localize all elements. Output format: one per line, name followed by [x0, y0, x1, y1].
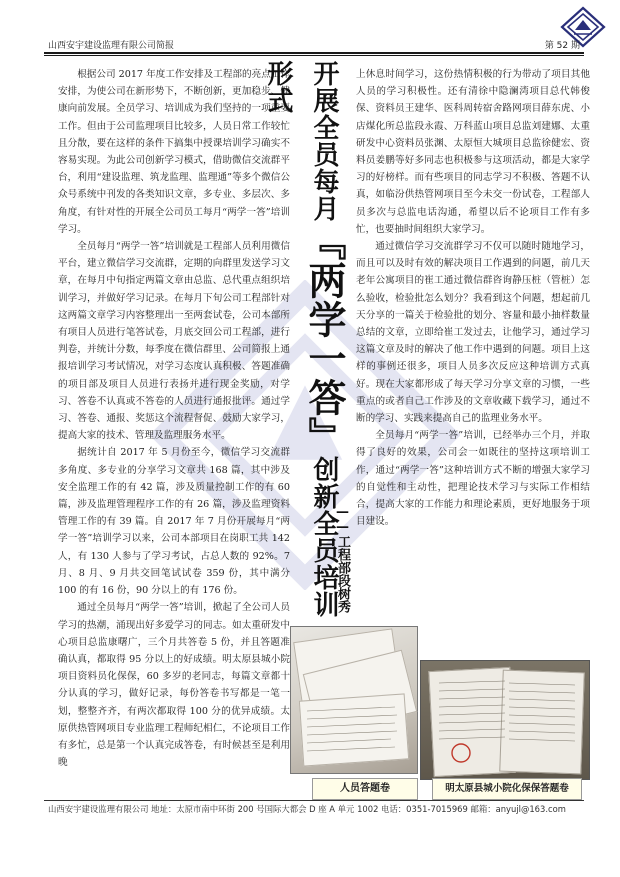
- handwriting-lines-icon: [291, 627, 417, 773]
- issue-number: 第 52 期: [544, 41, 580, 51]
- newsletter-name: 山西安宇建设监理有限公司简报: [48, 41, 175, 51]
- title-part-2: 『两学一答』: [302, 222, 346, 456]
- photo-caption-exam-paper: 明太原县城小院化保保答题卷: [432, 778, 582, 800]
- paragraph-method: 全员每月“两学一答”培训就是工程部人员利用微信平台，建立微信学习交流群，定期的向群里发送学习文章，在每月中旬指定两篇文章由总监、总代重点组织培训学习，并做好学习记录。在每月下旬公司工程部针对这两篇文章学习内容整理出一至两套试卷，公司本部所有项目人员进行笔答试卷，月底交回公司工程部，进行判卷，并统计分数，每季度在微信群里、公司简报上通报培训学习考试情况，对学习态度认真积极、答题准确的项目部及项目人员进行表扬并进行现金奖励，对学习、答卷不认真或不答卷的人员进行通报批评。通过学习、答卷、通报、奖惩这个流程督促、鼓励大家学习，提高大家的技术、管理及监理服务水平。: [58, 241, 290, 442]
- paragraph-intro: 根据公司 2017 年度工作安排及工程部的亮点工作安排，为使公司在新形势下，不断创新，更加稳步、健康向前发展。全员学习、培训成为我们坚持的一项重要工作。但由于公司监理项目比较多，人员日常工作较忙且分散，要在这样的条件下搞集中授课培训学习确实不容易实现。为此公司创新学习模式，借助微信交流群平台，利用“建设监理、筑龙监理、监理通”等多个微信公众号系统中刊发的各类知识文章，多专业、多层次、多角度，有针对性的开展全公司员工每月“两学一答”培训学习。: [58, 69, 290, 235]
- paragraph-continued: 上休息时间学习，这份热情积极的行为带动了项目其他人员的学习积极性。还有清徐中隐澜湾项目总代韩俊保、资料员王建华、医科周转宿舍路网项目薛东虎、小店煤化所总监段永霞、万科蓝山项目总监刘建娜、太重研发中心资料员张渊、太原恒大城项目总监徐健宏、资料员姜鹏等好多同志也积极参与这项活动，都是大家学习的好榜样。而有些项目的同志学习不积极、答题不认真，如临汾供热管网项目至今未交一份试卷，工程部人员多次与总监电话沟通，希望以后不论项目工作有多忙，也要抽时间组织大家学习。: [356, 69, 590, 235]
- exam-text-lines-icon: [421, 661, 589, 779]
- paragraph-examples: 通过全员每月“两学一答”培训，掀起了全公司人员学习的热潮，涌现出好多爱学习的同志。如太重研发中心项目总监康曙广，三个月共答卷 5 份，并且答题准确认真，都取得 95 分以上的好成绩。明太原县城小院项目资料员化保保，60 多岁的老同志，每篇文章都十分认真的学习，做好记录，每份答卷书写都是一笔一划，整整齐齐，有两次都取得 100 分的优异成绩。太原供热管网项目专业监理工程师纪相仁，不论项目工作有多忙，总是第一个认真完成答卷，有时候甚至是利用晚: [58, 602, 290, 769]
- exam-paper-photo: [420, 660, 590, 780]
- header-rule-thin: [44, 55, 584, 56]
- paragraph-conclusion: 全员每月“两学一答”培训，已经举办三个月，并取得了良好的效果，公司会一如既往的坚持这项培训工作，通过“两学一答”这种培训方式不断的增强大家学习的自觉性和主动性，把理论技术学习与实际工作相结合，提高大家的工作能力和理论素质，更好地服务于项目建设。: [356, 430, 590, 528]
- photo-caption-answer-sheets: 人员答题卷: [312, 778, 418, 800]
- answer-sheets-photo: [290, 626, 418, 774]
- article-left-column: [58, 66, 290, 771]
- paragraph-benefits: 通过微信学习交流群学习不仅可以随时随地学习，而且可以及时有效的解决项目工作遇到的问题，前几天老年公寓项目的崔工通过微信群咨询静压桩（管桩）怎么验收，检验批怎么划分？我看到这个问题，想起前几天分享的一篇关于检验批的划分、容量和最小抽样数量总结的文章，立即给崔工发过去，让他学习，通过学习这篇文章及时的解决了他工作中遇到的问题。项目上这样的事例还很多，项目人员多次反应这种培训方式真好。现在大家都形成了每天学习分享文章的习惯，一些重点的或者自己工作涉及的文章收藏下载学习，通过不断的学习、实践来提高自己的监理业务水平。: [356, 241, 590, 425]
- article-author: ——工程部段树秀: [335, 505, 350, 613]
- title-part-3: 创新全员培训形式: [263, 60, 339, 618]
- title-part-1: 开展全员每月: [309, 60, 339, 222]
- footer-rule: [44, 800, 584, 801]
- paragraph-statistics: 据统计自 2017 年 5 月份至今，微信学习交流群多角度、多专业的分享学习文章共 168 篇，其中涉及安全监理工作的有 42 篇，涉及质量控制工作的有 60 篇，涉及监理管理程序工作的有 26 篇，涉及监理资料管理工作的有 39 篇。自 2017 年 7 月份开展每月“两学一答”培训学习以来，公司本部项目在岗职工共 142 人，有 130 人参与了学习考试，占总人数的 92%。7 月、8 月、9 月共交回笔试试卷 359 份，其中满分 100 的有 16 份，90 分以上的有 176 份。: [58, 447, 290, 597]
- footer-contact: 山西安宇建设监理有限公司 地址：太原市南中环街 200 号国际大都会 D 座 A 单元 1002 电话：0351-7015969 邮箱：anyujl@163.com: [48, 804, 566, 814]
- header-rule: [44, 52, 584, 54]
- article-right-column: [356, 66, 590, 530]
